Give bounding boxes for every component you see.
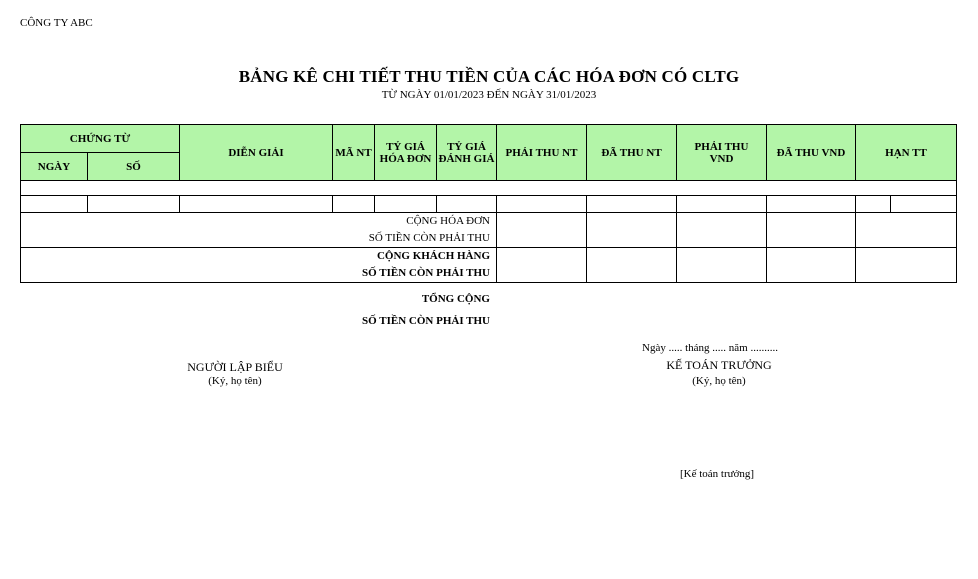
cell-han-tt <box>856 213 957 248</box>
customer-row-cell <box>21 181 957 196</box>
table-header-row-1 <box>21 125 957 153</box>
report-title: BẢNG KÊ CHI TIẾT THU TIỀN CỦA CÁC HÓA ĐƠN CÓ CLTG <box>238 67 740 86</box>
cell-da-thu-nt <box>587 248 677 283</box>
table-row-customer <box>21 181 957 196</box>
table-row <box>21 196 957 213</box>
grand-remaining-label: SỐ TIỀN CÒN PHẢI THU <box>362 315 490 327</box>
cell-han-tt-b <box>891 196 957 213</box>
company-name: CÔNG TY ABC <box>20 17 93 29</box>
cell-da-thu-vnd <box>767 213 856 248</box>
cell-phai-thu-vnd <box>677 248 767 283</box>
col-header-ma-nt: MÃ NT <box>333 125 375 181</box>
cell-han-tt <box>856 248 957 283</box>
subtotal-customer-row <box>21 248 957 283</box>
cell-phai-thu-vnd <box>677 213 767 248</box>
col-header-phai-thu-vnd: PHẢI THU VND <box>677 125 767 181</box>
accountant-name: [Kế toán trưởng] <box>680 468 755 480</box>
preparer-title: NGƯỜI LẬP BIỂU <box>187 360 283 374</box>
cell-han-tt-a <box>856 196 891 213</box>
cell-da-thu-nt <box>587 213 677 248</box>
cell-phai-thu-nt <box>497 213 587 248</box>
accountant-title: KẾ TOÁN TRƯỞNG <box>666 358 772 372</box>
cell-phai-thu-vnd <box>677 196 767 213</box>
cell-ngay <box>21 196 88 213</box>
cell-phai-thu-nt <box>497 248 587 283</box>
col-header-dien-giai: DIỄN GIẢI <box>180 125 333 181</box>
cell-phai-thu-nt <box>497 196 587 213</box>
grand-total-label: TỔNG CỘNG <box>421 293 490 305</box>
cell-ma-nt <box>333 196 375 213</box>
subtotal-invoice-label: CỘNG HÓA ĐƠN SỐ TIỀN CÒN PHẢI THU <box>21 213 497 248</box>
subtotal-invoice-row <box>21 213 957 248</box>
report-table <box>20 124 957 283</box>
cell-ty-gia-danh-gia <box>437 196 497 213</box>
col-header-chung-tu: CHỨNG TỪ <box>21 125 180 153</box>
cell-dien-giai <box>180 196 333 213</box>
col-header-so: SỐ <box>88 153 180 181</box>
col-header-ngay: NGÀY <box>21 153 88 181</box>
preparer-note: (Ký, họ tên) <box>208 375 262 387</box>
cell-so <box>88 196 180 213</box>
cell-ty-gia-hoa-don <box>375 196 437 213</box>
col-header-ty-gia-danh-gia: TỶ GIÁ ĐÁNH GIÁ <box>437 125 497 181</box>
cell-da-thu-vnd <box>767 248 856 283</box>
report-period: TỪ NGÀY 01/01/2023 ĐẾN NGÀY 31/01/2023 <box>381 89 597 101</box>
col-header-da-thu-vnd: ĐÃ THU VND <box>767 125 856 181</box>
cell-da-thu-nt <box>587 196 677 213</box>
cell-da-thu-vnd <box>767 196 856 213</box>
col-header-phai-thu-nt: PHẢI THU NT <box>497 125 587 181</box>
col-header-da-thu-nt: ĐÃ THU NT <box>587 125 677 181</box>
col-header-ty-gia-hoa-don: TỶ GIÁ HÓA ĐƠN <box>375 125 437 181</box>
col-header-han-tt: HẠN TT <box>856 125 957 181</box>
subtotal-customer-label: CỘNG KHÁCH HÀNG SỐ TIỀN CÒN PHẢI THU <box>21 248 497 283</box>
accountant-note: (Ký, họ tên) <box>692 375 746 387</box>
signature-date-line: Ngày ..... tháng ..... năm .......... <box>642 342 778 354</box>
